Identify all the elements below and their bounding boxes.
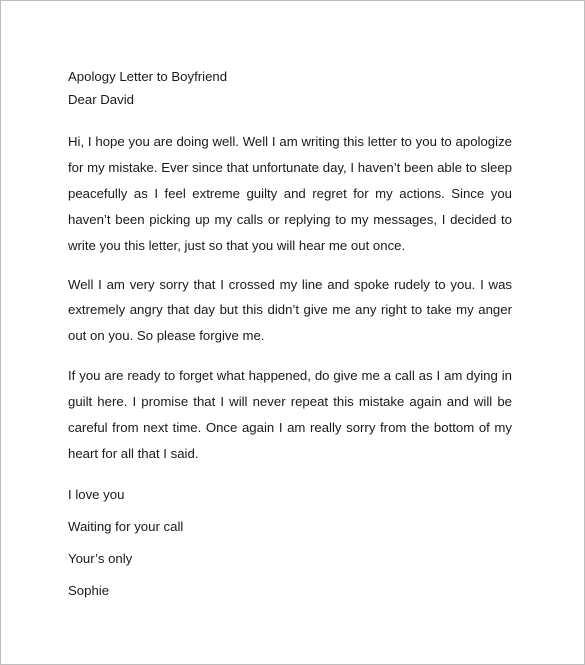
letter-salutation: Dear David (68, 92, 134, 107)
paragraph-2: Well I am very sorry that I crossed my line and spoke rudely to you. I was extremely angry that day but this didn’t give me any right to take my anger out on you. So please forgive me. (68, 276, 512, 344)
paragraph-1: Hi, I hope you are doing well. Well I am writing this letter to you to apologize for my mistake. Ever since that unfortunate day, I haven’t been able to sleep peacefully as I feel extreme guilty and regret for my actions. Since you haven’t been picking up my calls or replying to my messages, I decided to write you this letter, just so that you will hear me out once. (68, 134, 512, 253)
closing-line-waiting: Waiting for your call (68, 518, 184, 534)
closing-line-yours: Your’s only (68, 550, 133, 566)
letter-body (68, 65, 512, 601)
letter-title: Apology Letter to Boyfriend (68, 69, 228, 84)
closing-line-love: I love you (68, 486, 125, 502)
signature-name: Sophie (68, 582, 110, 598)
paragraph-3: If you are ready to forget what happened, do give me a call as I am dying in guilt here. I promise that I will never repeat this mistake again and will be careful from next time. Once again I am really sorry from the bottom of my heart for all that I said. (68, 368, 512, 461)
